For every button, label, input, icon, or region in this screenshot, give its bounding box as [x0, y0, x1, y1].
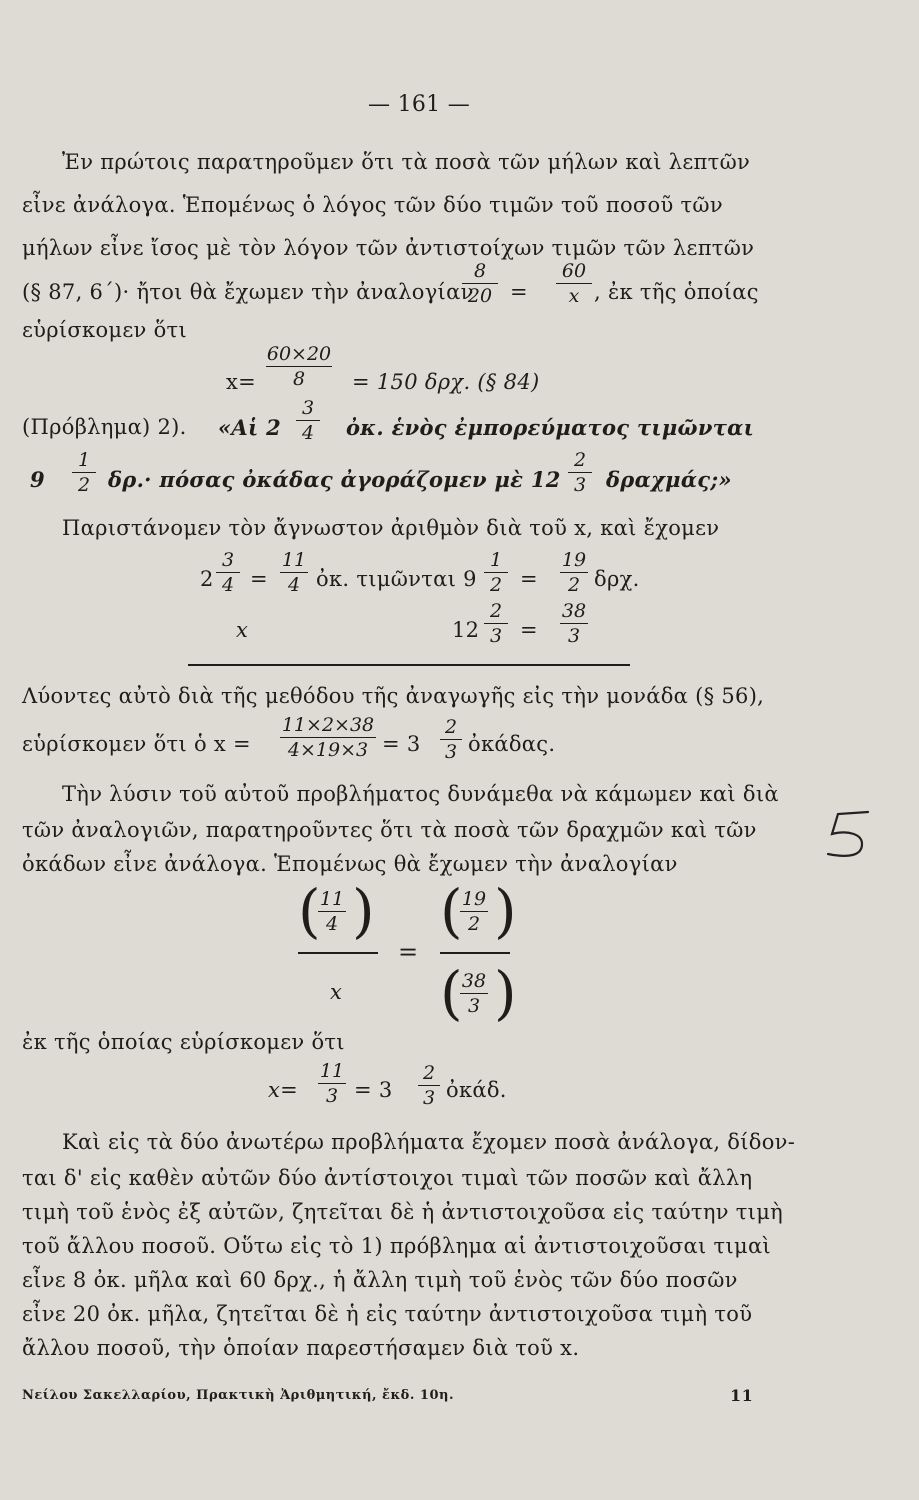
para3-fraction: 11×2×38 4×19×3 — [281, 714, 375, 761]
left-paren-a: ( — [298, 877, 321, 945]
row1-unit: δρχ. — [594, 567, 640, 591]
para6-line3: τιμὴ τοῦ ἑνὸς ἐξ αὐτῶν, ζητεῖται δὲ ἡ ἀντιστοιχοῦσα εἰς ταύτην τιμὴ — [22, 1200, 784, 1224]
right-paren-c: ) — [494, 959, 517, 1027]
table-rule — [188, 664, 630, 666]
row1-frac-19-2: 19 2 — [561, 549, 587, 596]
para1-line1: Ἐν πρώτοις παρατηροῦμεν ὅτι τὰ ποσὰ τῶν μήλων καὶ λεπτῶν — [62, 150, 751, 174]
proportion-frac-19-2: 19 2 — [461, 888, 487, 935]
eq1-rhs: = 150 δρχ. (§ 84) — [352, 370, 540, 394]
para1-line4-end: , ἐκ τῆς ὁποίας — [594, 280, 759, 304]
left-paren-b: ( — [440, 877, 463, 945]
footer-signature: 11 — [730, 1386, 754, 1405]
problem-text-a: «Αἱ 2 — [218, 415, 282, 440]
para1-line5: εὑρίσκομεν ὅτι — [22, 318, 187, 342]
problem-fraction-2-3: 2 3 — [568, 449, 592, 496]
row2-frac-2-3: 2 3 — [484, 600, 508, 647]
proportion-bar-left — [298, 952, 378, 954]
para4-line1: Τὴν λύσιν τοῦ αὐτοῦ προβλήματος δυνάμεθα νὰ κάμωμεν καὶ διὰ — [62, 782, 779, 806]
row1-eq1: = — [250, 567, 268, 591]
para4-line3: ὀκάδων εἶνε ἀνάλογα. Ἑπομένως θὰ ἔχωμεν τὴν ἀναλογίαν — [22, 852, 678, 876]
problem-text-e: δραχμάς;» — [606, 467, 732, 492]
proportion-frac-38-3: 38 3 — [461, 970, 487, 1017]
page-number: — 161 — — [368, 92, 471, 117]
footer-citation: Νείλου Σακελλαρίου, Πρακτικὴ Ἀριθμητική, ἔκδ. 10η. — [22, 1388, 454, 1403]
handwritten-five-mark — [818, 804, 878, 864]
row1-whole: 2 — [200, 567, 214, 591]
para1-line4-start: (§ 87, 6΄)· ἤτοι θὰ ἔχωμεν τὴν ἀναλογίαν — [22, 280, 474, 304]
fraction-60-x: 60 x — [556, 260, 592, 307]
row1-eq2: = — [520, 567, 538, 591]
para3-line2-end: ὀκάδας. — [468, 732, 556, 756]
fraction-8-20: 8 20 — [462, 260, 498, 307]
para3-frac-2-3: 2 3 — [440, 716, 462, 763]
para6-line1: Καὶ εἰς τὰ δύο ἀνωτέρω προβλήματα ἔχομεν ποσὰ ἀνάλογα, δίδον- — [62, 1130, 796, 1154]
eq2-lhs: x= — [268, 1078, 299, 1102]
eq1-lhs: x= — [226, 370, 257, 394]
left-paren-c: ( — [440, 959, 463, 1027]
equals-sign: = — [510, 280, 528, 304]
row2-whole: 12 — [452, 618, 480, 642]
eq2-frac-11-3: 11 3 — [319, 1060, 345, 1107]
para1-line2: εἶνε ἀνάλογα. Ἑπομένως ὁ λόγος τῶν δύο τιμῶν τοῦ ποσοῦ τῶν — [22, 193, 723, 217]
para6-line6: εἶνε 20 ὀκ. μῆλα, ζητεῖται δὲ ἡ εἰς ταύτην ἀντιστοιχοῦσα τιμὴ τοῦ — [22, 1302, 753, 1326]
problem-fraction-3-4: 3 4 — [296, 397, 320, 444]
proportion-eq: = — [398, 938, 419, 966]
para3-line2-mid: = 3 — [382, 732, 421, 756]
eq2-mid: = 3 — [354, 1078, 393, 1102]
row2-frac-38-3: 38 3 — [561, 600, 587, 647]
row1-text: ὀκ. τιμῶνται 9 — [316, 567, 477, 591]
eq1-fraction: 60×20 8 — [266, 343, 332, 390]
para6-line4: τοῦ ἄλλου ποσοῦ. Οὕτω εἰς τὸ 1) πρόβλημα αἱ ἀντιστοιχοῦσαι τιμαὶ — [22, 1234, 771, 1258]
row1-frac-3-4: 3 4 — [216, 549, 240, 596]
proportion-frac-11-4: 11 4 — [319, 888, 345, 935]
para1-line3: μήλων εἶνε ἴσος μὲ τὸν λόγον τῶν ἀντιστοίχων τιμῶν τῶν λεπτῶν — [22, 236, 755, 260]
para4-line2: τῶν ἀναλογιῶν, παρατηροῦντες ὅτι τὰ ποσὰ τῶν δραχμῶν καὶ τῶν — [22, 818, 757, 842]
problem-text-b: ὀκ. ἑνὸς ἐμπορεύματος τιμῶνται — [346, 415, 755, 440]
row1-frac-11-4: 11 4 — [281, 549, 307, 596]
problem-text-c: 9 — [30, 467, 45, 492]
para6-line5: εἶνε 8 ὀκ. μῆλα καὶ 60 δρχ., ἡ ἄλλη τιμὴ τοῦ ἑνὸς τῶν δύο ποσῶν — [22, 1268, 738, 1292]
para3-line2-start: εὑρίσκομεν ὅτι ὁ x = — [22, 732, 251, 756]
row1-frac-1-2: 1 2 — [484, 549, 508, 596]
problem-label: (Πρόβλημα) 2). — [22, 415, 187, 439]
right-paren-b: ) — [494, 877, 517, 945]
problem-fraction-1-2: 1 2 — [72, 449, 96, 496]
para6-line7: ἄλλου ποσοῦ, τὴν ὁποίαν παρεστήσαμεν διὰ τοῦ x. — [22, 1336, 580, 1360]
proportion-bar-right — [440, 952, 510, 954]
row2-eq: = — [520, 618, 538, 642]
eq2-frac-2-3: 2 3 — [418, 1062, 440, 1109]
para3-line1: Λύοντες αὐτὸ διὰ τῆς μεθόδου τῆς ἀναγωγῆς εἰς τὴν μονάδα (§ 56), — [22, 684, 765, 708]
para6-line2: ται δ' εἰς καθὲν αὐτῶν δύο ἀντίστοιχοι τιμαὶ τῶν ποσῶν καὶ ἄλλη — [22, 1166, 753, 1190]
eq2-unit: ὀκάδ. — [446, 1078, 507, 1102]
right-paren-a: ) — [352, 877, 375, 945]
problem-text-d: δρ.· πόσας ὀκάδας ἀγοράζομεν μὲ 12 — [108, 467, 561, 492]
para2: Παριστάνομεν τὸν ἄγνωστον ἀριθμὸν διὰ τοῦ x, καὶ ἔχομεν — [62, 516, 720, 540]
row2-x: x — [236, 618, 249, 642]
para5: ἐκ τῆς ὁποίας εὑρίσκομεν ὅτι — [22, 1030, 345, 1054]
proportion-x: x — [330, 980, 343, 1004]
